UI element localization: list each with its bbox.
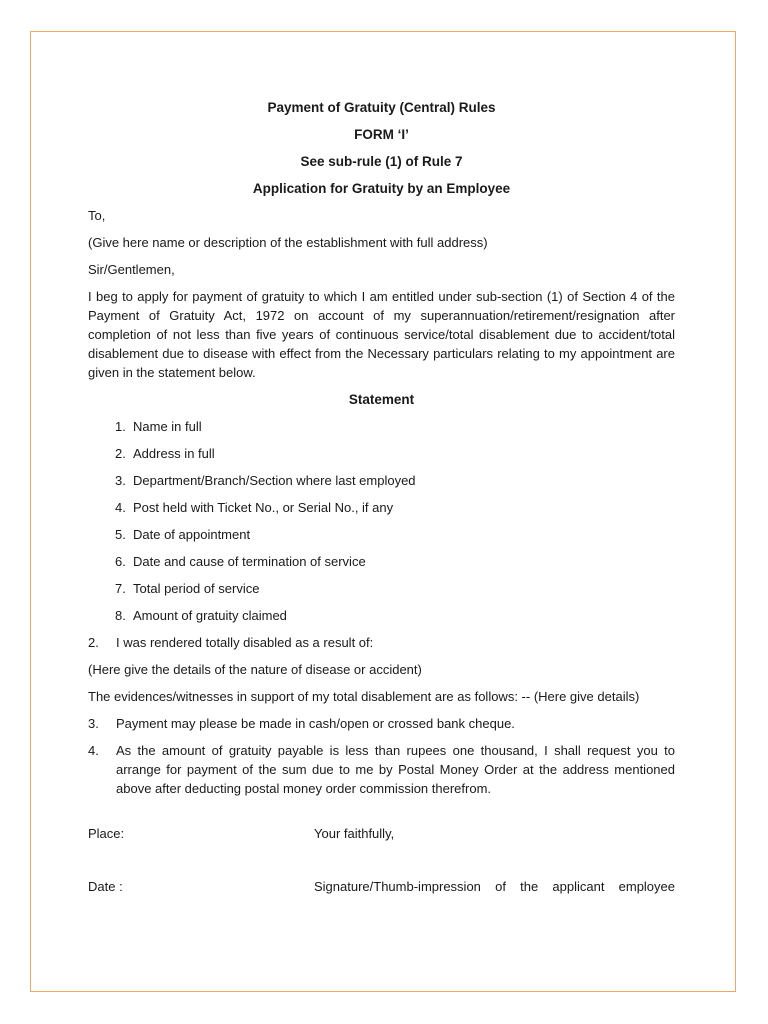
item-number: 5. <box>115 527 126 542</box>
item-text: Total period of service <box>133 581 260 596</box>
closing-text: Your faithfully, <box>314 826 395 841</box>
intro-paragraph: I beg to apply for payment of gratuity to which I am entitled under sub-section (1) of Section 4 of the Payment of Gratuity Act, 1972 on account of my superannuation/retirement/resignation after completion of not less than five years of continuous service/total disablement due to accident/total disablement due to disease with effect from the Necessary particulars relating to my appointment are given in the statement below. <box>88 289 675 380</box>
paragraph-text: I was rendered totally disabled as a result of: <box>116 635 374 650</box>
item-number: 1. <box>115 419 126 434</box>
list-item <box>88 552 675 571</box>
rule-reference: See sub-rule (1) of Rule 7 <box>300 154 463 169</box>
form-content <box>88 98 675 896</box>
place-row <box>88 824 675 843</box>
list-item <box>88 444 675 463</box>
signature-line: Signature/Thumb-impression of the applicant employee <box>314 879 675 894</box>
place-label: Place: <box>88 826 125 841</box>
item-text: Amount of gratuity claimed <box>133 608 287 623</box>
paragraph-4 <box>88 741 675 798</box>
list-item <box>88 606 675 625</box>
form-number: FORM ‘I’ <box>354 127 409 142</box>
date-label: Date : <box>88 879 123 894</box>
date-row <box>88 877 675 896</box>
item-number: 4. <box>115 500 126 515</box>
salutation: Sir/Gentlemen, <box>88 262 175 277</box>
form-title: Payment of Gratuity (Central) Rules <box>267 100 496 115</box>
disease-hint: (Here give the details of the nature of disease or accident) <box>88 662 422 677</box>
item-text: Date of appointment <box>133 527 251 542</box>
statement-list <box>88 417 675 625</box>
statement-heading: Statement <box>348 392 415 407</box>
list-item <box>88 498 675 517</box>
item-number: 7. <box>115 581 126 596</box>
list-item <box>88 417 675 436</box>
paragraph-number: 3. <box>88 716 99 731</box>
paragraph-text: Payment may please be made in cash/open or crossed bank cheque. <box>116 716 515 731</box>
to-line: To, <box>88 208 106 223</box>
item-number: 8. <box>115 608 126 623</box>
item-number: 3. <box>115 473 126 488</box>
item-text: Name in full <box>133 419 202 434</box>
list-item <box>88 525 675 544</box>
item-text: Department/Branch/Section where last employed <box>133 473 416 488</box>
paragraph-number: 4. <box>88 743 99 758</box>
item-text: Post held with Ticket No., or Serial No., if any <box>133 500 394 515</box>
paragraph-2 <box>88 633 675 652</box>
item-number: 6. <box>115 554 126 569</box>
address-hint: (Give here name or description of the establishment with full address) <box>88 235 488 250</box>
item-number: 2. <box>115 446 126 461</box>
paragraph-number: 2. <box>88 635 99 650</box>
item-text: Address in full <box>133 446 215 461</box>
form-subject: Application for Gratuity by an Employee <box>252 181 511 196</box>
item-text: Date and cause of termination of service <box>133 554 366 569</box>
list-item <box>88 579 675 598</box>
list-item <box>88 471 675 490</box>
evidence-line: The evidences/witnesses in support of my total disablement are as follows: -- (Here give details) <box>88 689 640 704</box>
paragraph-text: As the amount of gratuity payable is less than rupees one thousand, I shall request you to arrange for payment of the sum due to me by Postal Money Order at the address mentioned above after deducting postal money order commission therefrom. <box>116 743 675 796</box>
paragraph-3 <box>88 714 675 733</box>
